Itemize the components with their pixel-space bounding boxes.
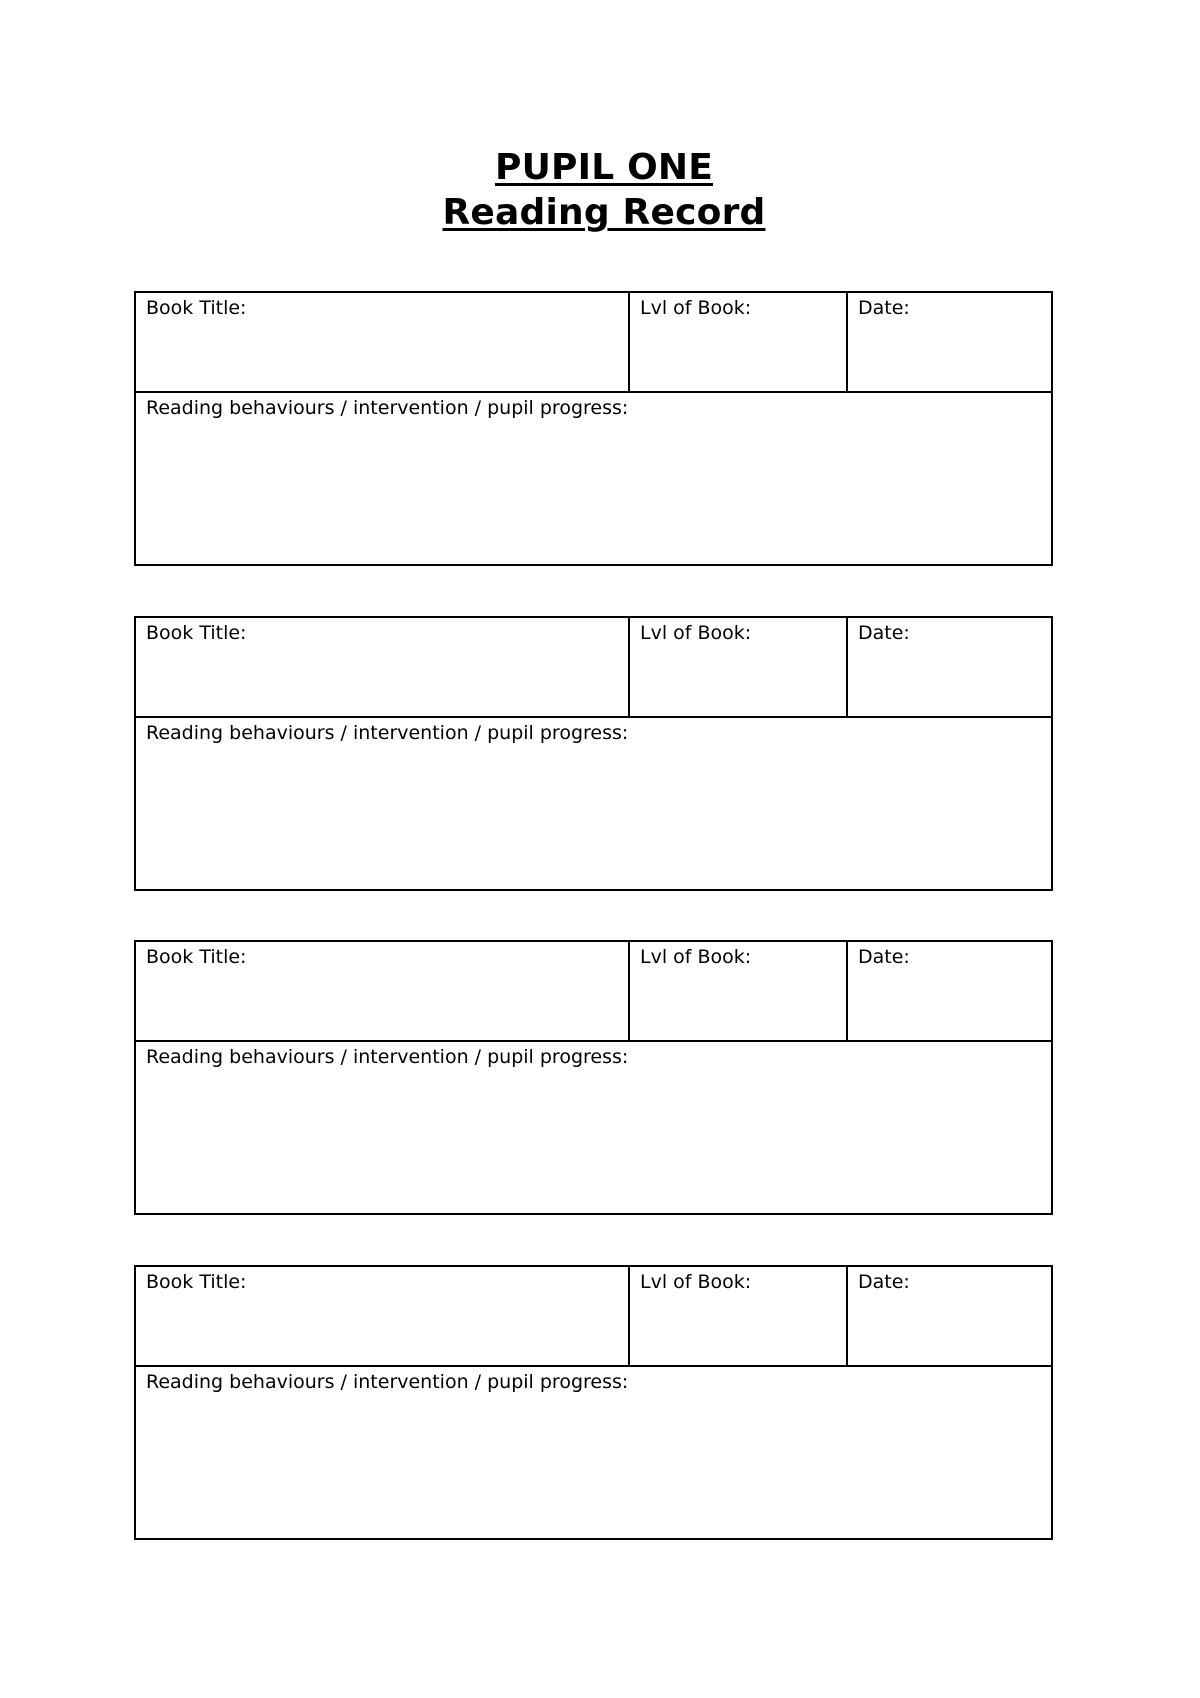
- reading-record-heading: Reading Record: [442, 192, 766, 233]
- date-field[interactable]: [848, 293, 1051, 391]
- book-level-label: Lvl of Book:: [640, 297, 752, 319]
- notes-label: Reading behaviours / intervention / pupil progress:: [146, 397, 629, 419]
- date-label: Date:: [858, 622, 910, 644]
- book-title-field[interactable]: [136, 293, 630, 391]
- notes-label: Reading behaviours / intervention / pupil progress:: [146, 1371, 629, 1393]
- notes-label: Reading behaviours / intervention / pupil progress:: [146, 1046, 629, 1068]
- notes-label: Reading behaviours / intervention / pupil progress:: [146, 722, 629, 744]
- book-level-label: Lvl of Book:: [640, 1271, 752, 1293]
- book-level-field[interactable]: [630, 618, 848, 716]
- pupil-name-heading: PUPIL ONE: [495, 147, 713, 188]
- date-label: Date:: [858, 1271, 910, 1293]
- notes-field[interactable]: [136, 393, 1051, 564]
- date-label: Date:: [858, 297, 910, 319]
- book-title-field[interactable]: [136, 618, 630, 716]
- book-level-field[interactable]: [630, 293, 848, 391]
- reading-record-entry: [134, 940, 1053, 1215]
- record-header-row: [136, 942, 1051, 1042]
- date-field[interactable]: [848, 618, 1051, 716]
- date-field[interactable]: [848, 1267, 1051, 1365]
- book-title-label: Book Title:: [146, 1271, 247, 1293]
- record-header-row: [136, 618, 1051, 718]
- notes-field[interactable]: [136, 1367, 1051, 1538]
- date-label: Date:: [858, 946, 910, 968]
- notes-field[interactable]: [136, 1042, 1051, 1213]
- book-title-label: Book Title:: [146, 622, 247, 644]
- book-title-field[interactable]: [136, 942, 630, 1040]
- record-header-row: [136, 1267, 1051, 1367]
- book-level-field[interactable]: [630, 1267, 848, 1365]
- reading-record-entry: [134, 291, 1053, 566]
- reading-record-entry: [134, 616, 1053, 891]
- book-title-label: Book Title:: [146, 297, 247, 319]
- book-level-field[interactable]: [630, 942, 848, 1040]
- book-title-label: Book Title:: [146, 946, 247, 968]
- reading-record-entry: [134, 1265, 1053, 1540]
- book-title-field[interactable]: [136, 1267, 630, 1365]
- notes-field[interactable]: [136, 718, 1051, 889]
- date-field[interactable]: [848, 942, 1051, 1040]
- book-level-label: Lvl of Book:: [640, 622, 752, 644]
- page-title: [0, 145, 1200, 235]
- book-level-label: Lvl of Book:: [640, 946, 752, 968]
- record-header-row: [136, 293, 1051, 393]
